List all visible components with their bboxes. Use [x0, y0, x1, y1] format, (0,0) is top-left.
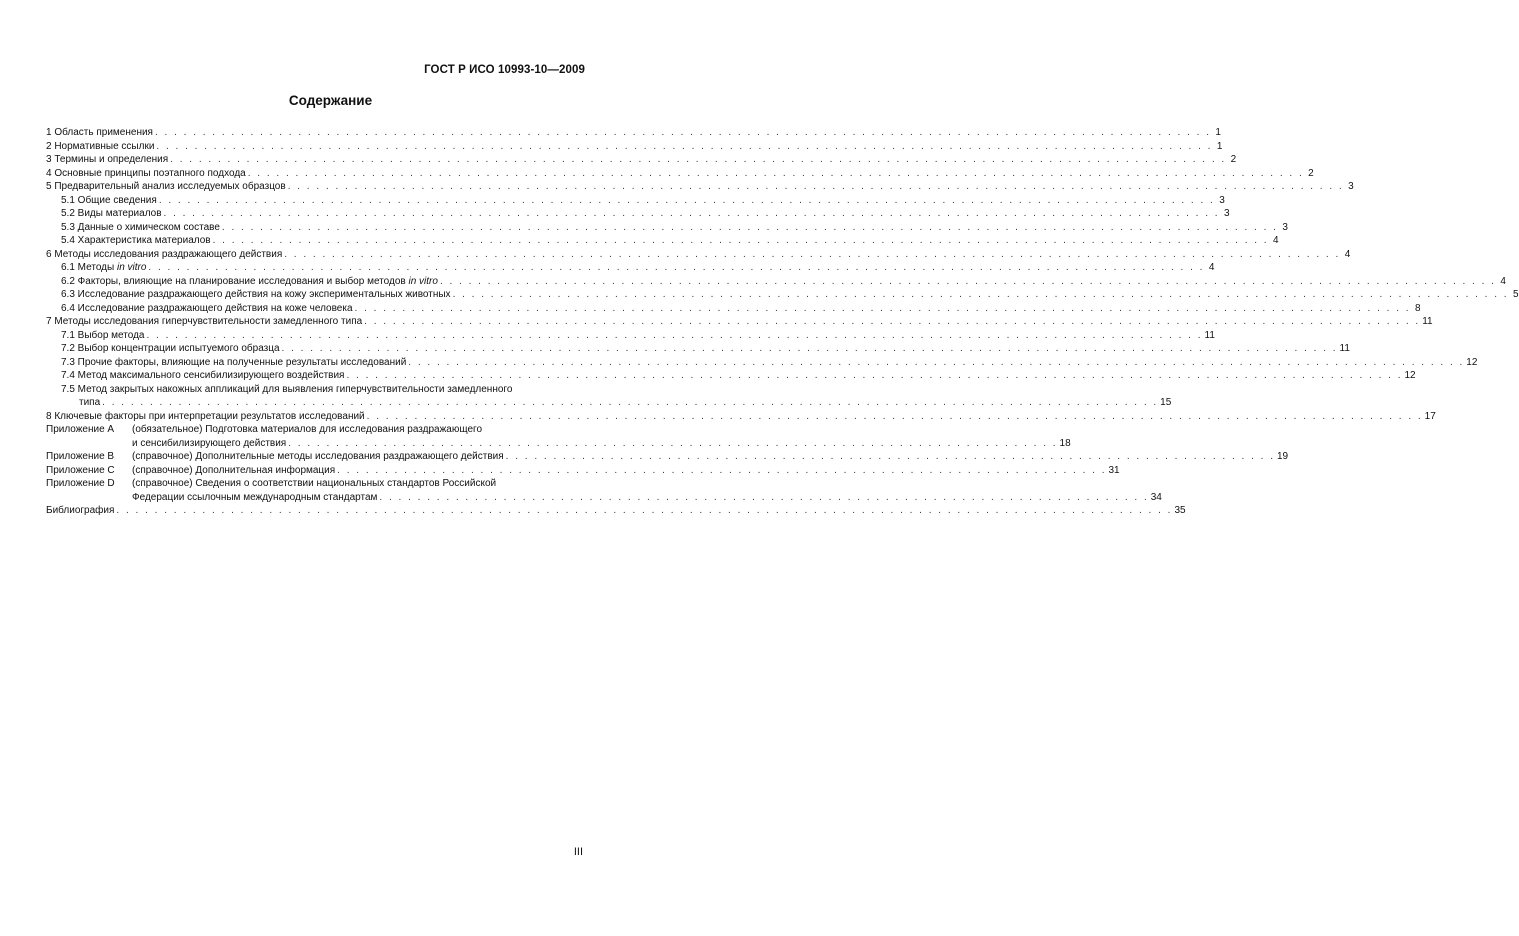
- appendix-body: [132, 450, 1288, 464]
- toc-entry-2[interactable]: [46, 140, 1223, 154]
- dot-leader: [159, 194, 1215, 208]
- appendix-title-cont: Федерации ссылочным международным стандартам: [132, 491, 378, 503]
- toc-entry-label: 6.3 Исследование раздражающего действия на кожу экспериментальных животных: [61, 289, 451, 300]
- toc-page-number: 2: [1308, 167, 1314, 179]
- toc-label-italic: in vitro: [408, 275, 438, 287]
- dot-leader: [102, 396, 1158, 410]
- toc-appendix-a[interactable]: [46, 423, 1071, 450]
- appendix-body: [132, 477, 1162, 504]
- toc-entry-label: [61, 261, 146, 275]
- toc-label-text: 6.1 Методы: [61, 262, 117, 273]
- dot-leader: [288, 180, 1344, 194]
- toc-page-number: 35: [1174, 505, 1186, 516]
- appendix-title-line: [132, 450, 1288, 464]
- toc-entry-label: Библиография: [46, 505, 115, 516]
- toc-page-number: 8: [1414, 302, 1421, 314]
- toc-entry-label: 7.5 Метод закрытых накожных аппликаций для выявления гиперчувствительности замедленного: [61, 383, 513, 395]
- toc-entry-7-4[interactable]: [46, 369, 1416, 383]
- page-title: Содержание: [288, 93, 373, 108]
- toc-page-number: 1: [1216, 140, 1223, 152]
- dot-leader: [506, 450, 1275, 464]
- toc-entry-label: 5 Предварительный анализ исследуемых образцов: [46, 181, 286, 192]
- dot-leader: [156, 140, 1212, 154]
- toc-page-number: 34: [1150, 491, 1162, 503]
- dot-leader: [364, 315, 1420, 329]
- toc-entry-6-4[interactable]: [46, 302, 1421, 316]
- toc-appendix-c[interactable]: [46, 464, 1120, 478]
- toc-page-number: 3: [1223, 208, 1230, 219]
- toc-page-number: 11: [1339, 343, 1350, 354]
- appendix-title: (справочное) Дополнительная информация: [132, 464, 336, 476]
- toc-entry-label: 3 Термины и определения: [46, 154, 169, 165]
- toc-entry-7-1[interactable]: [46, 329, 1215, 343]
- dot-leader: [116, 504, 1172, 518]
- appendix-name: Приложение D: [46, 478, 115, 489]
- toc-entry-7-2[interactable]: [46, 342, 1350, 356]
- toc-page-number: 31: [1108, 464, 1120, 476]
- toc-entry-label: 8 Ключевые факторы при интерпретации результатов исследований: [46, 410, 365, 422]
- toc-page-number: 1: [1215, 127, 1221, 138]
- appendix-title-continuation: [132, 437, 1071, 451]
- toc-page-number: 18: [1059, 437, 1071, 449]
- toc-entry-5-2[interactable]: [46, 207, 1230, 221]
- dot-leader: [408, 356, 1464, 370]
- appendix-body: [132, 423, 1071, 450]
- dot-leader: [367, 410, 1423, 424]
- appendix-title-continuation: [132, 491, 1162, 505]
- toc-entry-7-5[interactable]: [46, 383, 1172, 410]
- toc-entry-label: 5.3 Данные о химическом составе: [61, 221, 220, 233]
- toc-appendix-b[interactable]: [46, 450, 1289, 464]
- toc-entry-continuation: [61, 396, 1172, 410]
- toc-page-number: 4: [1344, 248, 1351, 260]
- toc-entry-6[interactable]: [46, 248, 1351, 262]
- toc-entry-1[interactable]: [46, 126, 1221, 140]
- appendix-title: (справочное) Сведения о соответствии национальных стандартов Российской: [132, 478, 497, 489]
- dot-leader: [346, 369, 1402, 383]
- toc-entry-label: 7.2 Выбор концентрации испытуемого образца: [61, 343, 280, 354]
- dot-leader: [213, 234, 1269, 248]
- toc-entry-7-3[interactable]: [46, 356, 1478, 370]
- toc-page-number: 17: [1424, 410, 1436, 422]
- toc-entry-label: 7.1 Выбор метода: [61, 329, 145, 341]
- toc-page-number: 3: [1282, 221, 1288, 233]
- toc-entry-label: 7.3 Прочие факторы, влияющие на полученные результаты исследований: [61, 356, 407, 368]
- toc-entry-6-2[interactable]: [46, 275, 1506, 289]
- toc-page-number: 5: [1513, 289, 1519, 300]
- toc-entry-label: 2 Нормативные ссылки: [46, 140, 155, 152]
- toc-entry-4[interactable]: [46, 167, 1314, 181]
- toc-page-number: 4: [1500, 275, 1506, 287]
- toc-entry-label: 7 Методы исследования гиперчувствительности замедленного типа: [46, 316, 363, 327]
- appendix-title: (справочное) Дополнительные методы исследования раздражающего действия: [132, 451, 504, 462]
- toc-entry-5[interactable]: [46, 180, 1354, 194]
- toc-entry-6-3[interactable]: [46, 288, 1519, 302]
- dot-leader: [164, 207, 1220, 221]
- dot-leader: [284, 248, 1340, 262]
- appendix-name: Приложение С: [46, 464, 115, 476]
- toc-entry-label-cont: типа: [79, 397, 101, 408]
- dot-leader: [248, 167, 1304, 181]
- appendix-body: [132, 464, 1120, 478]
- dot-leader: [282, 342, 1338, 356]
- dot-leader: [155, 126, 1211, 140]
- toc-page-number: 12: [1466, 356, 1478, 368]
- toc-entry-8[interactable]: [46, 410, 1436, 424]
- toc-page-number: 3: [1348, 181, 1354, 192]
- toc-entry-5-4[interactable]: [46, 234, 1279, 248]
- toc-entry-3[interactable]: [46, 153, 1237, 167]
- toc-entry-label: 6 Методы исследования раздражающего действия: [46, 248, 283, 260]
- toc-label-text: 6.2 Факторы, влияющие на планирование исследования и выбор методов: [61, 275, 409, 287]
- toc-page-number: 15: [1160, 397, 1172, 408]
- toc-appendix-d[interactable]: [46, 477, 1162, 504]
- toc-page-number: 2: [1230, 154, 1237, 165]
- toc-entry-label: 5.4 Характеристика материалов: [61, 235, 211, 246]
- appendix-name: Приложение А: [46, 424, 115, 435]
- toc-entry-6-1[interactable]: [46, 261, 1215, 275]
- toc-page-number: 11: [1204, 329, 1215, 341]
- dot-leader: [355, 302, 1411, 316]
- toc-entry-5-3[interactable]: [46, 221, 1288, 235]
- appendix-title-line: [132, 464, 1120, 478]
- toc-page-number: 4: [1208, 262, 1215, 273]
- dot-leader: [453, 288, 1509, 302]
- toc-entry-label: 1 Область применения: [46, 127, 153, 138]
- toc-page-number: 11: [1422, 316, 1433, 327]
- page-number: III: [573, 846, 583, 858]
- toc-entry-label: 6.4 Исследование раздражающего действия на коже человека: [61, 302, 353, 314]
- toc-entry-label: [61, 275, 438, 289]
- appendix-title-cont: и сенсибилизирующего действия: [132, 437, 287, 449]
- dot-leader: [146, 329, 1202, 343]
- toc-label-italic: in vitro: [116, 262, 147, 273]
- table-of-contents: [46, 126, 1519, 518]
- toc-page-number: 3: [1219, 194, 1225, 206]
- dot-leader: [440, 275, 1496, 289]
- toc-entry-bibliography[interactable]: [46, 504, 1186, 518]
- toc-entry-7[interactable]: [46, 315, 1433, 329]
- dot-leader: [288, 437, 1057, 451]
- dot-leader: [170, 153, 1226, 167]
- appendix-name: Приложение В: [46, 451, 115, 462]
- toc-entry-label: 5.1 Общие сведения: [61, 194, 157, 206]
- toc-entry-5-1[interactable]: [46, 194, 1225, 208]
- toc-entry-label: 7.4 Метод максимального сенсибилизирующего воздействия: [61, 370, 345, 381]
- document-code-header: ГОСТ Р ИСО 10993-10—2009: [424, 64, 585, 76]
- toc-entry-label: 5.2 Виды материалов: [61, 208, 162, 219]
- dot-leader: [148, 261, 1204, 275]
- toc-page-number: 19: [1276, 451, 1289, 462]
- dot-leader: [337, 464, 1106, 478]
- dot-leader: [379, 491, 1148, 505]
- toc-page-number: 4: [1273, 235, 1279, 246]
- toc-entry-label: 4 Основные принципы поэтапного подхода: [46, 167, 246, 179]
- toc-page-number: 12: [1404, 370, 1416, 381]
- dot-leader: [222, 221, 1278, 235]
- appendix-title: (обязательное) Подготовка материалов для исследования раздражающего: [132, 424, 483, 435]
